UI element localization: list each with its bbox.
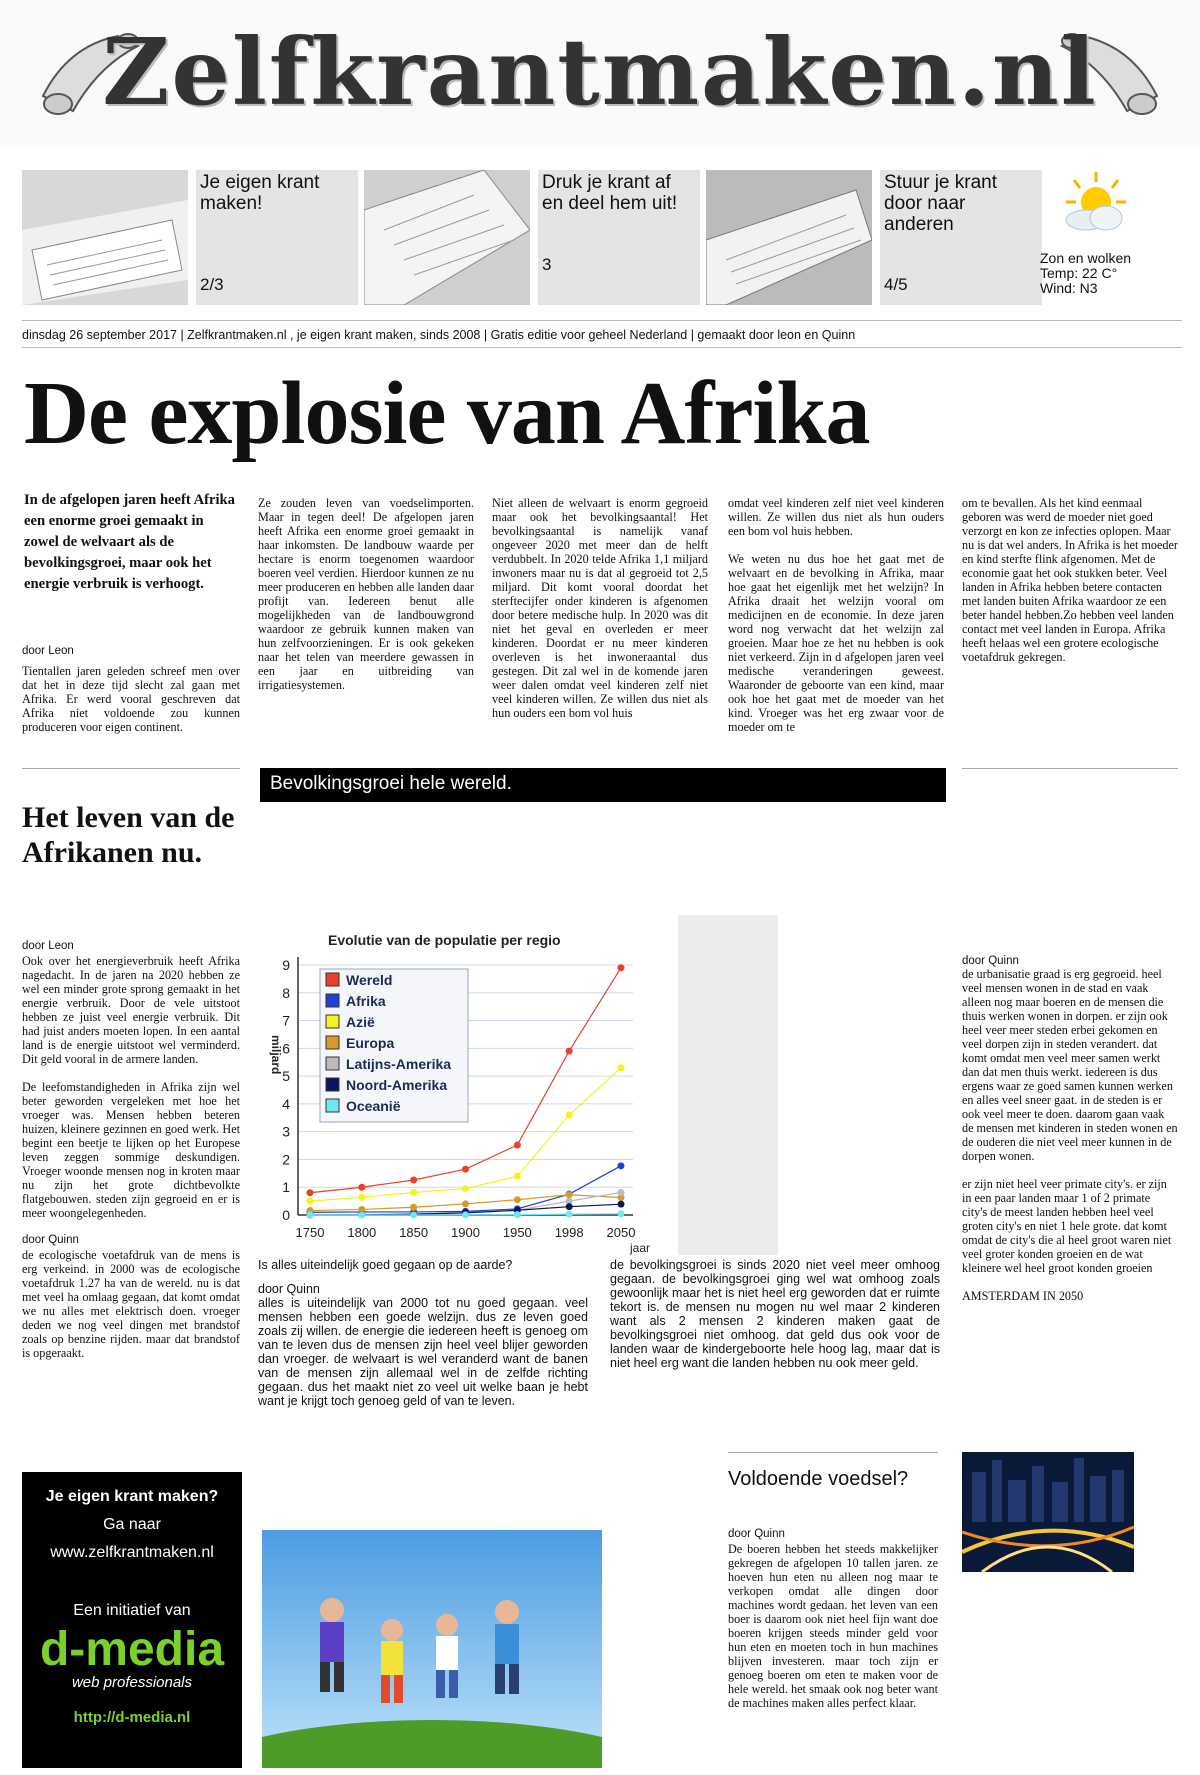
chart-ytick-label: 8 bbox=[282, 984, 290, 1001]
chart-xtick-label: 2050 bbox=[606, 1225, 636, 1240]
promo-line1: Je eigen krant maken? bbox=[45, 1488, 219, 1505]
city-night-photo bbox=[962, 1452, 1134, 1572]
lead-text: In de afgelopen jaren heeft Afrika een enorme groei gemaakt in zowel de welvaart als de bevolkingsgroei, maar ook het energie verbruik is verhoogt. bbox=[24, 492, 235, 592]
chart-point bbox=[514, 1142, 521, 1149]
chart-xtick-label: 1900 bbox=[451, 1225, 480, 1240]
chart-legend-swatch bbox=[326, 1099, 339, 1112]
byline: door Leon bbox=[22, 645, 74, 657]
chart-point bbox=[462, 1185, 469, 1192]
teaser-2-page: 3 bbox=[542, 255, 552, 274]
chart-xlabel: jaar bbox=[630, 1241, 651, 1255]
article-col-1: Tientallen jaren geleden schreef men over dat het in deze tijd slecht zal gaan met Afrika. Er werd vooral geschreven dat Afrika niet voldoende zou kunnen produceren voor eigen continent. bbox=[22, 664, 240, 734]
section2-p2: De leefomstandigheden in Afrika zijn wel beter geworden vergeleken met hoe het vroeger was. Mensen hebben beteren huizen, kleinere gezinnen en goed werk. Het begint een beetje te lijken op het Europese leven zeggen sommige deskundigen. Vroeger woonde mensen nog in kroten maar nu zijn het grote dichtbevolkte flatgebouwen. steden zijn gegroeid en er is meer woongelegenheden. bbox=[22, 1080, 240, 1220]
chart-point bbox=[566, 1203, 573, 1210]
chart-ytick-label: 2 bbox=[282, 1151, 290, 1168]
chart-point bbox=[462, 1211, 469, 1218]
byline: door Quinn bbox=[962, 955, 1019, 967]
d-media-tagline: web professionals bbox=[71, 1674, 193, 1691]
article-col-2: Ze zouden leven van voedselimporten. Maar in tegen deel! De afgelopen jaren heeft Afrika een enorme groei gemaakt in haar inkomsten. De landbouw waarde per hectare is enorm toegenomen waardoor boeren veel verdien. Hierdoor kunnen ze nu meer produceren en hebben alle landen daar profijt van. Iedereen benut alle mogelijkheden van de landbouwgrond waardoor ze gebruik kunnen maken van hun zelfvoorzieningen. Er is ook gekeken naar het telen van meerdere gewassen in een jaar en uitbreiding van irrigatiesystemen. bbox=[258, 496, 474, 692]
chart-point bbox=[618, 964, 625, 971]
teaser-3[interactable] bbox=[880, 170, 1042, 305]
chart-point bbox=[618, 1064, 625, 1071]
d-media-logo: d-media bbox=[39, 1623, 225, 1676]
chart-point bbox=[462, 1166, 469, 1173]
right-p2: er zijn niet heel veer primate city's. er zijn in een paar landen maar 1 of 2 primate city's de meest landen hebben heel veel groten city's en niet 1 hele grote. dat komt omdat de city's die al heel groot waren niet veel groter konden groeien en de wat kleinere wel heel groot konden groeien bbox=[962, 1177, 1172, 1275]
food-text: De boeren hebben het steeds makkelijker gekregen de afgelopen 10 tallen jaren. ze hoeven hun eten nu alleen nog maar te verkopen omdat alle dingen door machines wordt gedaan. het leven van een boer is daarom ook niet heel fijn want doe boeren krijgen steeds minder geld voor hun eten en moeten toch in hun machines blijven investeren. maar toch zijn er genoeg boeren om eten te maken voor de hele wereld. het smaak ook nog beter want de machines maken alles perfect klaar. bbox=[728, 1542, 938, 1710]
teaser-2[interactable] bbox=[538, 170, 700, 305]
teaser-3-text: Stuur je krant door naar anderen bbox=[884, 172, 997, 235]
sun-cloud-icon bbox=[1056, 170, 1136, 240]
right-caption: AMSTERDAM IN 2050 bbox=[962, 1289, 1084, 1303]
chart-point bbox=[358, 1184, 365, 1191]
chart-ytick-label: 6 bbox=[282, 1040, 290, 1057]
byline: door Quinn bbox=[728, 1528, 785, 1540]
chart-legend-swatch bbox=[326, 994, 339, 1007]
chart-ytick-label: 4 bbox=[282, 1095, 290, 1112]
newspaper-photo-2 bbox=[364, 170, 530, 305]
d-media-link[interactable]: http://d-media.nl bbox=[73, 1709, 191, 1726]
chart-legend-label: Oceanië bbox=[346, 1098, 401, 1114]
chart-legend-swatch bbox=[326, 1057, 339, 1070]
divider bbox=[22, 320, 1182, 321]
chart-point bbox=[410, 1177, 417, 1184]
byline: door Leon bbox=[22, 940, 74, 952]
chart-point bbox=[566, 1211, 573, 1218]
article-col-4-p1: omdat veel kinderen zelf niet veel kinderen willen. Ze willen dus niet als hun ouders een bom vol huis hebben. bbox=[728, 496, 944, 538]
chart-ytick-label: 5 bbox=[282, 1068, 290, 1085]
masthead-title[interactable]: Zelfkrantmaken.nl bbox=[102, 18, 1098, 126]
teaser-3-page: 4/5 bbox=[884, 275, 908, 294]
population-chart bbox=[258, 915, 778, 1255]
headline: De explosie van Afrika bbox=[24, 364, 870, 463]
middle-article bbox=[258, 1258, 588, 1408]
chart-ytick-label: 9 bbox=[282, 957, 290, 973]
newspaper-photo-1 bbox=[22, 170, 188, 305]
chart-legend-swatch bbox=[326, 1036, 339, 1049]
section2-left bbox=[22, 940, 240, 1360]
middle-title: Is alles uiteindelijk goed gegaan op de aarde? bbox=[258, 1258, 513, 1272]
chart-legend-swatch bbox=[326, 1015, 339, 1028]
chart-point bbox=[307, 1189, 314, 1196]
chart-ylabel: miljard bbox=[269, 1035, 283, 1075]
chart-point bbox=[514, 1196, 521, 1203]
chart-legend-label: Europa bbox=[346, 1035, 395, 1051]
children-jumping-photo bbox=[262, 1530, 602, 1768]
promo-line2: Ga naar bbox=[103, 1516, 161, 1533]
chart-point bbox=[410, 1211, 417, 1218]
weather-widget bbox=[1040, 170, 1180, 305]
chart-ytick-label: 7 bbox=[282, 1012, 290, 1029]
chart-point bbox=[410, 1204, 417, 1211]
chart-point bbox=[566, 1112, 573, 1119]
dateline: dinsdag 26 september 2017 | Zelfkrantmaken.nl , je eigen krant maken, sinds 2008 | Gratis editie voor geheel Nederland | gemaakt door leon en Quinn bbox=[22, 328, 856, 342]
chart-point bbox=[307, 1198, 314, 1205]
chart-point bbox=[514, 1173, 521, 1180]
divider bbox=[22, 768, 240, 769]
chart-legend-label: Afrika bbox=[346, 993, 386, 1009]
chart-point bbox=[618, 1210, 625, 1217]
chart-xtick-label: 1950 bbox=[502, 1225, 532, 1240]
subheadline: Het leven van de Afrikanen nu. bbox=[22, 801, 235, 869]
promo-link[interactable]: www.zelfkrantmaken.nl bbox=[50, 1544, 214, 1561]
chart-xtick-label: 1850 bbox=[399, 1225, 429, 1240]
chart-point bbox=[358, 1211, 365, 1218]
article-col-5: om te bevallen. Als het kind eenmaal geboren was werd de moeder niet goed verzorgt en kon ze infecties oplopen. Maar nu is dat wel anders. In Afrika is het moeder en kind sterfte flink afgenomen. Met de economie gaat het ook stukken beter. Veel landen in Afrika hebben betere contacten met landen buiten Afrika waardoor ze een beter handel hebben.Zo hebben veel landen contact met veel landen in Europa. Afrika heeft helaas wel een grotere ecologische voetafdruk gekregen. bbox=[962, 496, 1178, 664]
weather-wind: Wind: N3 bbox=[1040, 280, 1098, 296]
middle-text-2: de bevolkingsgroei is sinds 2020 niet veel meer omhoog gegaan. de bevolkingsgroei ging wel wat omhoog zoals gewoonlijk maar het is niet heel erg geworden dat er ruimte tekort is. de mensen nu mogen nu wel maar 2 kinderen want als 2 mensen 2 kinderen maken gaat de bevolkingsgroei niet omhoog. dat geld dus ook voor de landen waar de kindergeboorte hele hoog lag, maar dat is niet heel erg want die landen hebben nu ook meer geld. bbox=[610, 1258, 940, 1370]
chart-xtick-label: 1800 bbox=[347, 1225, 377, 1240]
chart-legend-label: Latijns-Amerika bbox=[346, 1056, 452, 1072]
chart-point bbox=[514, 1211, 521, 1218]
right-article bbox=[962, 955, 1178, 1303]
chart-point bbox=[410, 1189, 417, 1196]
chart-ytick-label: 3 bbox=[282, 1123, 290, 1140]
promo-box[interactable] bbox=[22, 1472, 242, 1768]
weather-desc: Zon en wolken bbox=[1040, 250, 1132, 266]
teaser-2-text: Druk je krant af en deel hem uit! bbox=[542, 172, 678, 214]
article-col-3: Niet alleen de welvaart is enorm gegroeid maar ook het bevolkingsaantal! Het bevolkingsaantal is namelijk vanaf ongeveer 2020 met meer dan de helft verdubbelt. In 2020 telde Afrika 1,1 miljard inwoners maar nu is dat al gegroeid tot 2,5 miljard. Dit komt vooral doordat het sterftecijfer onder kinderen is afgenomen door betere medische hulp. In 2020 was dit niet het geval en overleden er meer kinderen. Doordat er nu meer kinderen overleven is het inwoneraantal dus gestegen. Dit zal wel in de komende jaren weer dalen omdat veel kinderen zelf niet veel kinderen willen. Ze willen dus niet als hun ouders een bom vol huis bbox=[492, 496, 708, 720]
chart-legend-label: Noord-Amerika bbox=[346, 1077, 448, 1093]
section2-p1: Ook over het energieverbruik heeft Afrika nagedacht. In de jaren na 2020 hebben ze wel een minder grote sprong gemaakt in het energie verbruik. Door de vele uitstoot hebben ze juist veel energie verbruik. Dit had juist anders moeten lopen. In een aantal land is de energie uitstoot wel verminderd. Dit geld vooral in de armere landen. bbox=[22, 954, 240, 1066]
chart-legend-swatch bbox=[326, 973, 339, 986]
chart-title: Evolutie van de populatie per regio bbox=[328, 932, 561, 948]
article-col-4 bbox=[728, 496, 944, 748]
chart-ytick-label: 0 bbox=[282, 1207, 290, 1223]
chart-point bbox=[358, 1194, 365, 1201]
food-article bbox=[728, 1528, 938, 1710]
chart-point bbox=[618, 1189, 625, 1196]
chart-point bbox=[462, 1200, 469, 1207]
chart-legend-label: Wereld bbox=[346, 972, 393, 988]
middle-text: alles is uiteindelijk van 2000 tot nu goed gegaan. veel mensen hebben een goede welzijn. dus ze leven goed zoals zij willen. de energie die iedereen heeft is genoeg om van te leven dus de mensen zijn heel veel blijer geworden dan vroeger. de welvaart is wel veranderd want de banen van de mensen zijn allemaal wel in de zelfde richting gegaan. dus het maakt niet zo veel uit welke baan je hebt want je krijgt toch genoeg geld of van te leven. bbox=[258, 1296, 588, 1408]
teaser-1-text: Je eigen krant maken! bbox=[200, 172, 320, 214]
article-col-4-p2: We weten nu dus hoe het gaat met de welvaart en de bevolking in Afrika, maar hoe gaat het eigenlijk met het welzijn? In Afrika draait het welzijn vooral om medicijnen en de economie. In deze jaren word nog verwacht dat het welzijn zal groeien. Maar hoe ze het nu hebben is ook niet verkeerd. Zijn in d afgelopen jaren veel medische veranderingen geweest. Waaronder de geboorte van een kind, maar ook hoe het gaat met de moeder van het kind. Vroeger was het erg zwaar voor de moeder om te bbox=[728, 552, 944, 734]
promo-line4: Een initiatief van bbox=[73, 1602, 191, 1619]
chart-legend-swatch bbox=[326, 1078, 339, 1091]
chart-xtick-label: 1998 bbox=[554, 1225, 584, 1240]
teaser-1[interactable] bbox=[196, 170, 358, 305]
newspaper-photo-3 bbox=[706, 170, 872, 305]
byline: door Quinn bbox=[22, 1234, 79, 1246]
chart-point bbox=[618, 1201, 625, 1208]
section2-p3: de ecologische voetafdruk van de mens is erg verkeind. in 2000 was de ecologische voetafdruk 1.27 ha van de wereld. nu is dat met veel ha omlaag gegaan, dat komt omdat we nu alles met elektrisch doen. vroeger deden we nog veel dingen met brandstof zoals op benzine rijden. maar dat brandstof is opgeraakt. bbox=[22, 1248, 240, 1360]
chart-legend-label: Azië bbox=[346, 1014, 375, 1030]
divider bbox=[728, 1452, 938, 1453]
food-title: Voldoende voedsel? bbox=[728, 1468, 909, 1490]
chart-point bbox=[618, 1162, 625, 1169]
teaser-1-page: 2/3 bbox=[200, 275, 224, 294]
chart-point bbox=[566, 1048, 573, 1055]
chart-point bbox=[566, 1191, 573, 1198]
divider bbox=[22, 347, 1182, 348]
chart-point bbox=[307, 1211, 314, 1218]
byline: door Quinn bbox=[258, 1282, 320, 1296]
divider bbox=[962, 768, 1178, 769]
weather-temp: Temp: 22 C° bbox=[1040, 265, 1118, 281]
chart-banner: Bevolkingsgroei hele wereld. bbox=[260, 768, 946, 802]
chart-xtick-label: 1750 bbox=[295, 1225, 325, 1240]
right-p1: de urbanisatie graad is erg gegroeid. heel veel mensen wonen in de stad en vaak alleen nog maar boeren en de mensen die thuis werken wonen in dorpen. er zijn ook heel veer meer steden erbei gekomen en veel dorpen zijn in steden verandert. dat komt omdat men veel meer samen werkt dan dat men thuis werkt. iedereen is dus ergens waar ze goed samen kunnen werken en alles veel sneer gaat. in de steden is er ook veel meer te doen. daarom gaan vaak de mensen met kinderen in steden wonen en de ouderen die niet veel meer kunnen in de dorpen wonen. bbox=[962, 967, 1178, 1163]
chart-ytick-label: 1 bbox=[282, 1179, 290, 1196]
